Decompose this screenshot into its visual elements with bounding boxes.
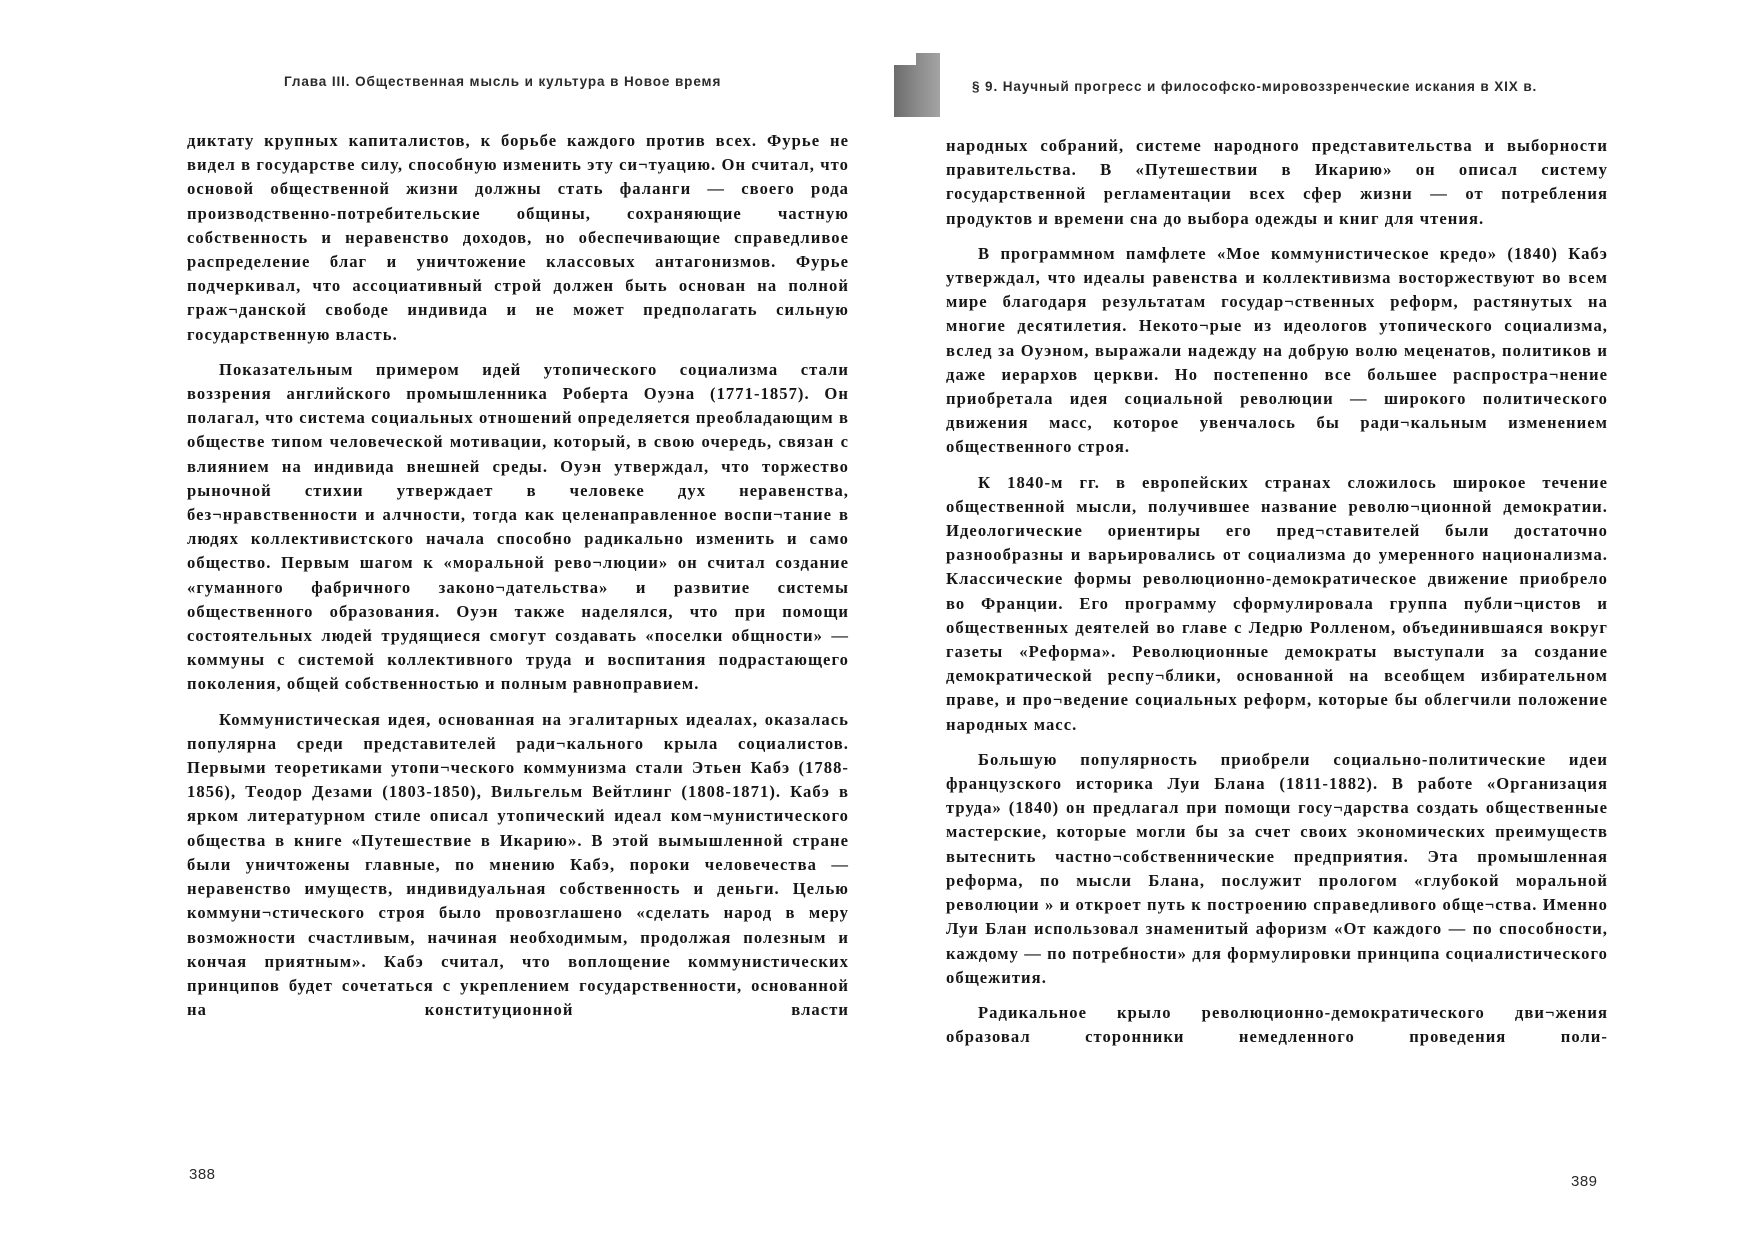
left-page-number: 388	[189, 1166, 216, 1183]
right-page-header: § 9. Научный прогресс и философско-мировоззренческие искания в XIX в.	[972, 79, 1538, 94]
right-paragraph-1: народных собраний, системе народного представительства и выборности правительства. В «Путешествии в Икарию» он описал систему государственной регламентации всех сфер жизни — от потребления продуктов и времени сна до выбора одежды и книг для чтения.	[946, 136, 1608, 228]
left-page-body	[187, 129, 849, 1033]
right-page-body	[946, 134, 1608, 1060]
chapter-tab-notch	[894, 53, 916, 65]
left-paragraph-3: Коммунистическая идея, основанная на эгалитарных идеалах, оказалась популярна среди представителей ради¬кального крыла социалистов. Первыми теоретиками утопи¬ческого коммунизма стали Этьен Кабэ (1788-1856), Теодор Дезами (1803-1850), Вильгельм Вейтлинг (1808-1871). Кабэ в ярком литературном стиле описал утопический идеал ком¬мунистического общества в книге «Путешествие в Икарию». В этой вымышленной стране были уничтожены главные, по мнению Кабэ, пороки человечества — неравенство имуществ, индивидуальная собственность и деньги. Целью коммуни¬стического строя было провозглашено «сделать народ в меру возможности счастливым, начиная необходимым, продолжая полезным и кончая приятным». Кабэ считал, что воплощение коммунистических принципов будет сочетаться с укреплением государственности, основанной на конституционной власти	[187, 709, 849, 1020]
right-paragraph-3: К 1840-м гг. в европейских странах сложилось широкое течение общественной мысли, получившее название револю¬ционной демократии. Идеологические ориентиры его пред¬ставителей были достаточно разнообразны и варьировались от социализма до умеренного национализма. Классические формы революционно-демократическое движение приобрело во Франции. Его программу сформулировала группа публи¬цистов и общественных деятелей во главе с Ледрю Ролленом, объединившаяся вокруг газеты «Реформа». Революционные демократы выступали за создание демократической респу¬блики, основанной на всеобщем избирательном праве, и про¬ведение социальных реформ, которые бы облегчили положение народных масс.	[946, 472, 1608, 734]
right-page-number: 389	[1571, 1173, 1598, 1190]
left-page-header: Глава III. Общественная мысль и культура в Новое время	[284, 74, 722, 89]
left-paragraph-1: диктату крупных капиталистов, к борьбе каждого против всех. Фурье не видел в государстве силу, способную изменить эту си¬туацию. Он считал, что основой общественной жизни должны стать фаланги — своего рода производственно-потребительские общины, сохраняющие частную собственность и неравенство доходов, но обеспечивающие справедливое распределение благ и уничтожение классовых антагонизмов. Фурье подчеркивал, что ассоциативный строй должен быть основан на полной граж¬данской свободе индивида и не может предполагать сильную государственную власть.	[187, 131, 849, 344]
right-paragraph-5: Радикальное крыло революционно-демократического дви¬жения образовал сторонники немедленного проведения поли-	[946, 1002, 1608, 1047]
left-paragraph-2: Показательным примером идей утопического социализма стали воззрения английского промышленника Роберта Оуэна (1771-1857). Он полагал, что система социальных отношений определяется преобладающим в обществе типом человеческой мотивации, который, в свою очередь, связан с влиянием на индивида внешней среды. Оуэн утверждал, что торжество рыночной стихии утверждает в человеке дух неравенства, без¬нравственности и алчности, тогда как целенаправленное воспи¬тание в людях коллективистского начала способно радикально изменить и само общество. Первым шагом к «моральной рево¬люции» он считал создание «гуманного фабричного законо¬дательства» и развитие системы общественного образования. Оуэн также наделялся, что при помощи состоятельных людей трудящиеся смогут создавать «поселки общности» —коммуны с системой коллективного труда и воспитания подрастающего поколения, общей собственностью и полным равноправием.	[187, 359, 849, 694]
right-paragraph-4: Большую популярность приобрели социально-политические идеи французского историка Луи Блана (1811-1882). В работе «Организация труда» (1840) он предлагал при помощи госу¬дарства создать общественные мастерские, которые могли бы за счет своих экономических преимуществ вытеснить частно¬собственнические предприятия. Эта промышленная реформа, по мысли Блана, послужит прологом «глубокой моральной революции » и откроет путь к построению справедливого обще¬ства. Именно Луи Блан использовал знаменитый афоризм «От каждого — по способности, каждому — по потребности» для формулировки принципа социалистического общежития.	[946, 749, 1608, 987]
right-paragraph-2: В программном памфлете «Мое коммунистическое кредо» (1840) Кабэ утверждал, что идеалы равенства и коллективизма восторжествуют во всем мире благодаря результатам государ¬ственных реформ, растянутых на многие десятилетия. Некото¬рые из идеологов утопического социализма, вслед за Оуэном, выражали надежду на добрую волю меценатов, политиков и даже иерархов церкви. Но постепенно все большее распростра¬нение приобретала идея социальной революции — широкого политического движения масс, которое увенчалось бы ради¬кальным изменением общественного строя.	[946, 243, 1608, 457]
